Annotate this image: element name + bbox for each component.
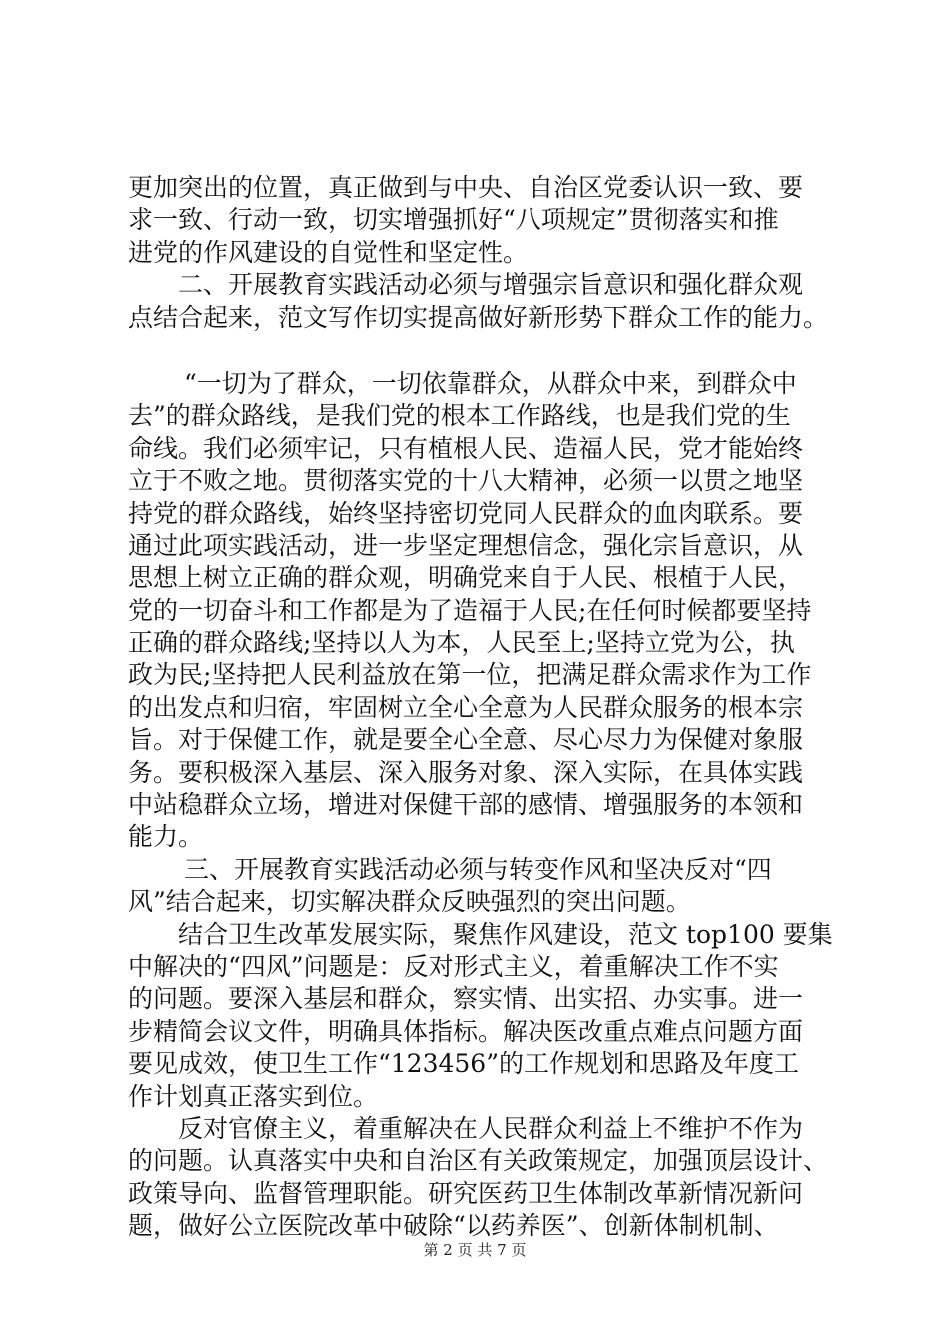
text-line: 旨。对于保健工作，就是要全心全意、尽心尽力为保健对象服 [128, 725, 804, 755]
text-line: 命线。我们必须牢记，只有植根人民、造福人民，党才能始终 [128, 433, 804, 463]
text-line: 立于不败之地。贯彻落实党的十八大精神，必须一以贯之地坚 [128, 466, 804, 496]
text-line: 思想上树立正确的群众观，明确党来自于人民、根植于人民， [128, 563, 804, 593]
text-line: 反对官僚主义，着重解决在人民群众利益上不维护不作为 [178, 1113, 804, 1143]
text-line: 正确的群众路线;坚持以人为本，人民至上;坚持立党为公，执 [128, 628, 795, 658]
text-line: 能力。 [128, 822, 204, 852]
text-line: 更加突出的位置，真正做到与中央、自治区党委认识一致、要 [128, 173, 804, 202]
text-line: 风”结合起来，切实解决群众反映强烈的突出问题。 [128, 887, 691, 917]
text-line: 作计划真正落实到位。 [128, 1081, 379, 1111]
text-line: 进党的作风建设的自觉性和坚定性。 [128, 237, 529, 267]
text-line: 中站稳群众立场，增进对保健干部的感情、增强服务的本领和 [128, 790, 804, 820]
page-footer: 第 2 页 共 7 页 [423, 1241, 527, 1259]
text-line: 去”的群众路线，是我们党的根本工作路线，也是我们党的生 [128, 401, 791, 431]
text-line: 通过此项实践活动，进一步坚定理想信念，强化宗旨意识，从 [128, 530, 804, 560]
text-line: 中解决的“四风”问题是：反对形式主义，着重解决工作不实 [128, 951, 779, 981]
text-line: 务。要积极深入基层、深入服务对象、深入实际，在具体实践 [128, 757, 804, 787]
text-line: 的问题。认真落实中央和自治区有关政策规定，加强顶层设计、 [128, 1146, 829, 1176]
section-heading-3: 三、开展教育实践活动必须与转变作风和坚决反对“四 [184, 854, 772, 884]
text-line: 求一致、行动一致，切实增强抓好“八项规定”贯彻落实和推 [128, 205, 779, 235]
text-line: 政为民;坚持把人民利益放在第一位，把满足群众需求作为工作 [128, 660, 812, 690]
text-line: 党的一切奋斗和工作都是为了造福于人民;在任何时候都要坚持 [128, 595, 812, 625]
text-line: 持党的群众路线，始终坚持密切党同人民群众的血肉联系。要 [128, 498, 804, 528]
document-body [128, 172, 852, 1243]
text-line: 题，做好公立医院改革中破除“以药养医”、创新体制机制、 [128, 1211, 779, 1241]
section-heading-2: 二、开展教育实践活动必须与增强宗旨意识和强化群众观 [178, 270, 804, 300]
text-line: 的问题。要深入基层和群众，察实情、出实招、办实事。进一 [128, 984, 804, 1014]
text-line: 要见成效，使卫生工作“123456”的工作规划和思路及年度工 [128, 1049, 799, 1079]
text-line: “一切为了群众，一切依靠群众，从群众中来，到群众中 [184, 368, 797, 398]
text-line: 步精简会议文件，明确具体指标。解决医改重点难点问题方面 [128, 1016, 804, 1046]
text-line: 点结合起来，范文写作切实提高做好新形势下群众工作的能力。 [128, 302, 829, 332]
text-line: 结合卫生改革发展实际，聚焦作风建设，范文 top100 要集 [178, 919, 833, 949]
blank-line [128, 334, 852, 368]
text-line: 政策导向、监督管理职能。研究医药卫生体制改革新情况新问 [128, 1178, 804, 1208]
text-line: 的出发点和归宿，牢固树立全心全意为人民群众服务的根本宗 [128, 692, 804, 722]
